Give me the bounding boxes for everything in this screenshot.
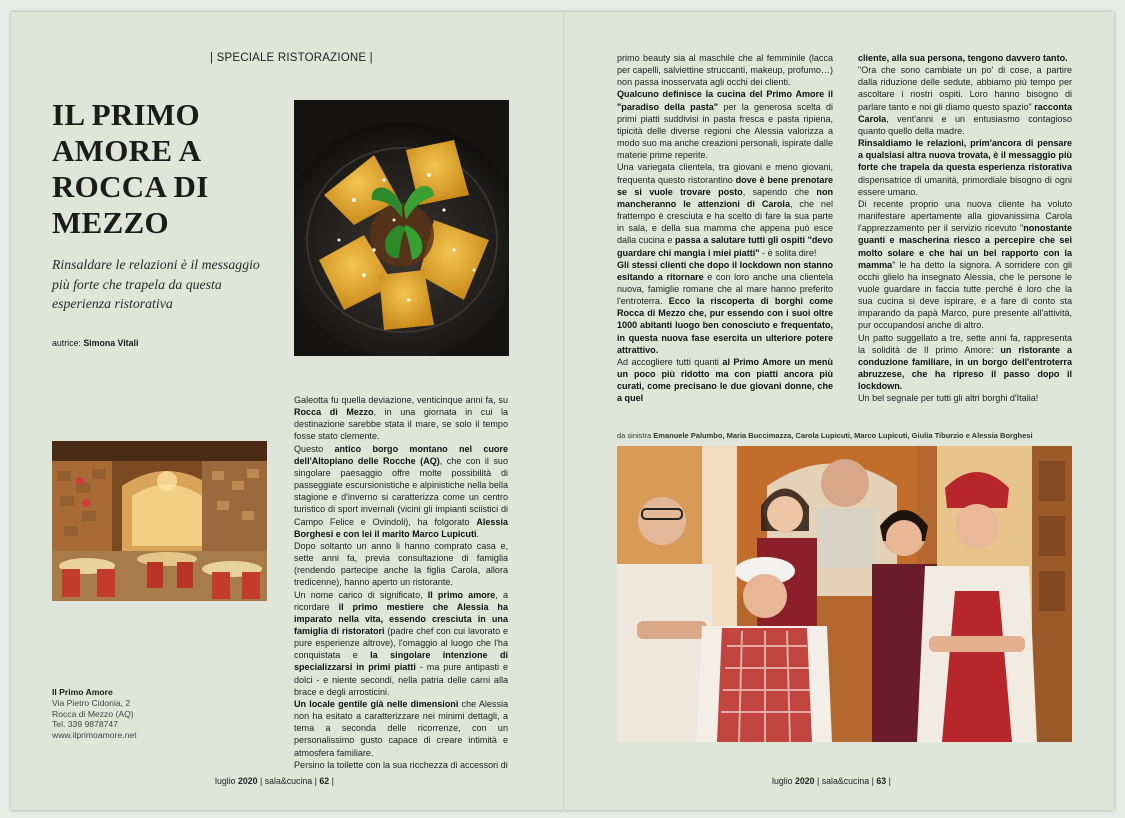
text-run: , che nel frattempo è cresciuta e ha scelto di fare la sua parte in sala, e della sua mamma che appena può esce dalla cucina e: [617, 198, 834, 246]
folio-year: 2020: [238, 776, 258, 786]
caption-names: Emanuele Palumbo, Maria Buccimazza, Carola Lupicuti, Marco Lupicuti, Giulia Tiburzio e Alessia Borghesi: [653, 431, 1033, 440]
article-paragraph: [858, 137, 1072, 198]
bold-text-run: al Primo Amore un menù un poco più ridotto ma con piatti ancora più curati, come precisano le due giovani donne, che a quel: [617, 356, 833, 404]
article-paragraph: [858, 198, 1072, 332]
text-run: , sapendo che: [742, 186, 817, 197]
folio-page: 63: [876, 776, 887, 786]
text-run: - ma pure antipasti e dolci - e niente secondi, nella patria delle carni alla brace e degli arrosticini.: [294, 662, 508, 697]
article-paragraph: [617, 259, 833, 356]
article-paragraph: [858, 64, 1072, 137]
text-run: Un bel segnale per tutti gli altri borghi d'Italia!: [858, 393, 1039, 404]
text-run: , vent'anni e un entusiasmo contagioso quanto quello della madre.: [858, 113, 1072, 136]
article-paragraph: [617, 52, 833, 88]
bold-text-run: il primo mestiere che Alessia ha imparato nella vita, essendo cresciuta in una famiglia di ristoratori: [294, 601, 508, 636]
restaurant-phone: Tel. 339 9878747: [52, 719, 118, 730]
author-credit: [52, 338, 138, 348]
text-run: Un nome carico di significato,: [294, 589, 428, 600]
bold-text-run: Alessia Borghesi e con lei il marito Marco Lupicuti: [294, 516, 508, 539]
bold-text-run: antico borgo montano nel cuore dell'Altopiano delle Rocche (AQ): [294, 443, 508, 466]
section-label: | SPECIALE RISTORAZIONE |: [210, 52, 373, 64]
article-column-2: [617, 52, 833, 405]
page-fold: [563, 12, 564, 810]
text-run: Dopo soltanto un anno li hanno comprato casa e, sette anni fa, previa consultazione di famiglia (rendendo partecipe anche la figlia Carola, allora tredicenne), hanno aperto un ristorante.: [294, 540, 508, 588]
restaurant-city: Rocca di Mezzo (AQ): [52, 708, 134, 719]
bold-text-run: Il primo amore: [427, 589, 496, 600]
text-run: Una variegata clientela, tra giovani e meno giovani, frequenta questo ristorantino: [617, 162, 833, 185]
bold-text-run: Rocca di Mezzo: [294, 407, 374, 418]
text-run: Persino la toilette con la sua ricchezza di accessori di: [294, 759, 508, 770]
text-run: , in una giornata in cui la destinazione sarebbe stata il mare, se solo il tempo fosse stato clemente.: [294, 407, 508, 442]
bold-text-run: passa a salutare tutti gli ospiti "devo guardare chi mangia i miei piatti": [617, 235, 833, 258]
folio-page: 62: [319, 776, 330, 786]
staff-group-photo: [617, 446, 1072, 742]
text-run: .: [476, 528, 479, 539]
folio-magazine: sala&cucina: [821, 776, 870, 786]
article-paragraph: [858, 392, 1072, 404]
text-run: Questo: [294, 443, 335, 454]
article-paragraph: [294, 759, 508, 771]
folio-year: 2020: [795, 776, 815, 786]
text-run: , che con il suo singolare paesaggio offre molte possibilità di passeggiate escursionistiche e alpinistiche nella bella stagione e d'inverno si caratterizza come un centro turistico di sport invernali (vicini gli impianti sciistici di Campo Felice e Ovindoli), ha folgorato: [294, 455, 508, 527]
text-run: - è solita dire!: [759, 247, 817, 258]
bold-text-run: nonostante guanti e mascherina riesco a percepire che sei molto solare e che hai un bel rapporto con la mamma: [858, 223, 1072, 270]
text-run: Ad accogliere tutti quanti: [617, 356, 723, 367]
article-paragraph: [294, 443, 508, 540]
bold-text-run: un ristorante a conduzione familiare, in un borgo dell'entroterra abruzzese, che ha ripreso il passo dopo il lockdown.: [858, 344, 1072, 392]
bold-text-run: Gli stessi clienti che dopo il lockdown non stanno esitando a ritornare: [617, 259, 833, 282]
article-title: IL PRIMO AMORE A ROCCA DI MEZZO: [52, 97, 209, 240]
text-run: (padre chef con cui lavorato e pure esperienze altrove), l'omaggio al luogo che l'ha conquistata e: [294, 625, 508, 661]
bold-text-run: racconta Carola: [858, 101, 1072, 124]
text-run: primo beauty sia al maschile che al femminile (lacca per capelli, salviettine struccanti, makeup, profumo…) non passa inosservata agli occhi dei clienti.: [617, 53, 833, 88]
folio-left: luglio 2020 | sala&cucina | 62 |: [215, 776, 334, 786]
article-lead: Rinsaldare le relazioni è il messaggio più forte che trapela da questa esperienza ristorativa: [52, 257, 260, 311]
text-run: Di recente proprio una nuova cliente ha voluto manifestare apertamente alla giovanissima Carola l'apprezzamento per il servizio ricevuto ": [858, 198, 1072, 234]
text-run: , a ricordare: [294, 589, 508, 612]
restaurant-web: www.ilprimoamore.net: [52, 730, 137, 741]
bold-text-run: Un locale gentile già nelle dimensioni: [294, 698, 459, 709]
bold-text-run: Rinsaldiamo le relazioni, prim'ancora di pensare a qualsiasi altra nuova trovata, è il messaggio più forte che trapela da questa esperienza ristorativa: [858, 138, 1072, 173]
restaurant-interior-photo: [52, 441, 267, 601]
text-run: dispensatrice di umanità, primordiale bisogno di ogni essere umano.: [858, 174, 1072, 197]
folio-month: luglio: [772, 776, 793, 786]
article-paragraph: [294, 698, 508, 759]
restaurant-street: Via Pietro Cidonia, 2: [52, 697, 131, 708]
article-paragraph: [294, 540, 508, 589]
bold-text-run: non mancheranno le attenzioni di Carola: [617, 186, 834, 209]
photo-caption: [617, 431, 1033, 440]
text-run: "Ora che sono cambiate un po' di cose, a partire dalla riduzione delle sedute, abbiamo più tempo per ascoltare i nostri ospiti. Loro hanno bisogno di parlare tanto e noi gli diamo questo spazio": [858, 65, 1072, 112]
folio-right: luglio 2020 | sala&cucina | 63 |: [772, 776, 891, 786]
pasta-dish-photo: [294, 100, 509, 356]
article-column-3: [858, 52, 1072, 405]
author-name: Simona Vitali: [83, 338, 139, 348]
text-run: e con loro anche una clientela nuova, famiglie romane che al mare hanno preferito l'entroterra.: [617, 271, 833, 307]
caption-prefix: da sinistra: [617, 431, 652, 440]
article-paragraph: [617, 356, 833, 405]
bold-text-run: cliente, alla sua persona, tengono davvero tanto.: [858, 53, 1068, 63]
bold-text-run: la singolare intenzione di specializzarsi in primi piatti: [294, 650, 508, 673]
restaurant-name: Il Primo Amore: [52, 687, 113, 697]
folio-month: luglio: [215, 776, 236, 786]
bold-text-run: Ecco la riscoperta di borghi come Rocca di Mezzo che, pur essendo con i suoi oltre 1000 abitanti luogo ben conosciuto e frequentato, in questa nuova fase esercita un ulteriore potere attrattivo.: [617, 296, 833, 355]
article-paragraph: [858, 332, 1072, 393]
text-run: Un patto suggellato a tre, sette anni fa, rappresenta la solidità de Il primo Amore:: [858, 332, 1072, 355]
bold-text-run: dove è bene prenotare se si vuole trovare posto: [617, 174, 833, 197]
text-run: Galeotta fu quella deviazione, venticinque anni fa, su: [294, 395, 508, 405]
article-paragraph: [294, 394, 508, 443]
article-paragraph: [858, 52, 1072, 64]
article-column-1: [294, 394, 508, 771]
text-run: che Alessia non ha esitato a caratterizzare nei minimi dettagli, a tema a seconda delle ricorrenze, con un personalissimo gusto capace di creare intimità e atmosfera familiare.: [294, 698, 509, 758]
article-paragraph: [294, 589, 508, 698]
text-run: " le ha detto la signora. A sorridere con gli occhi glielo ha insegnato Alessia, che le persone le vuole guardare in faccia tutte perché è loro che la sua cucina si deve ispirare, e a fare di conto sta imparando da papà Marco, pure presente all'attività, pur occupandosi anche di altro.: [858, 259, 1072, 331]
author-prefix: autrice:: [52, 338, 81, 348]
text-run: per la generosa scelta di primi piatti suddivisi in pasta fresca e pasta ripiena, tipicità delle diverse regioni che Alessia valorizza a modo suo ma anche creazioni personali, ispirate dalle materie prime reperite.: [617, 101, 833, 161]
restaurant-info: [52, 687, 137, 741]
article-paragraph: [617, 161, 833, 258]
article-paragraph: [617, 88, 833, 161]
bold-text-run: Qualcuno definisce la cucina del Primo Amore il "paradiso della pasta": [617, 89, 833, 112]
folio-magazine: sala&cucina: [264, 776, 313, 786]
